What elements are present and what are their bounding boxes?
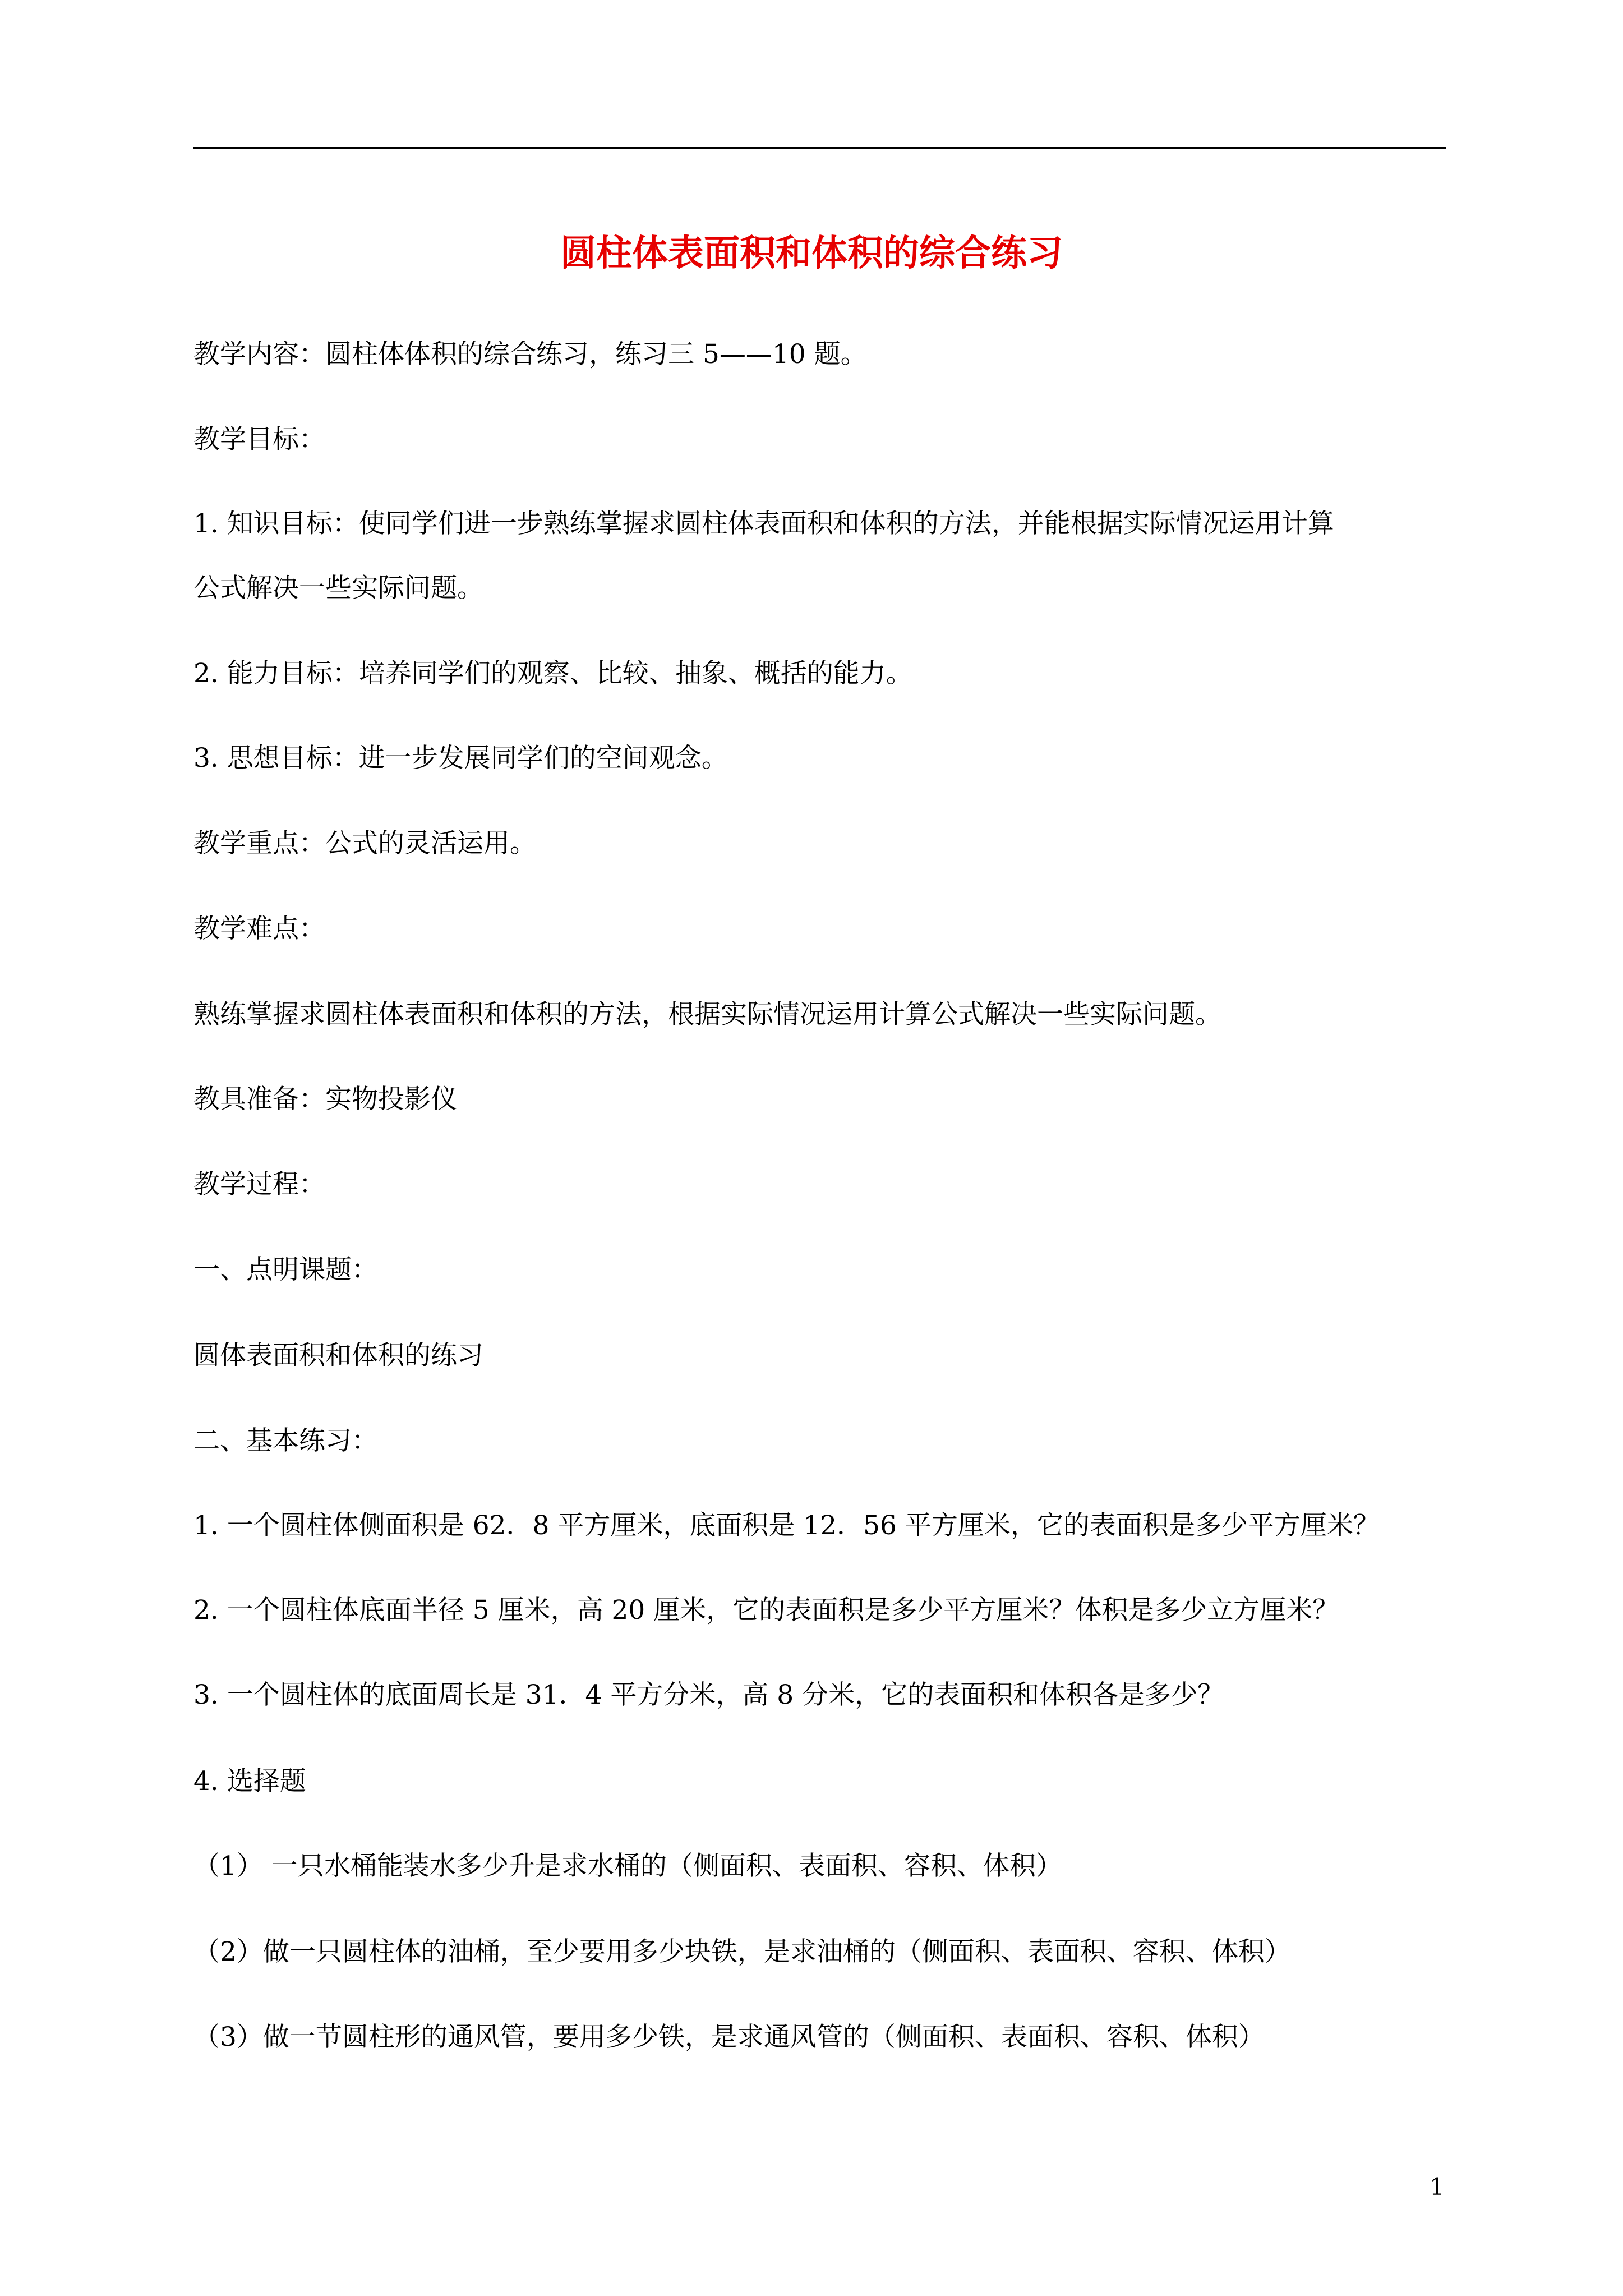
text-line: 2. 能力目标：培养同学们的观察、比较、抽象、概括的能力。 — [193, 658, 912, 689]
text-line: 教学难点： — [193, 913, 325, 944]
text-line: 教具准备：实物投影仪 — [193, 1084, 457, 1115]
text-line: 二、基本练习： — [193, 1425, 378, 1456]
document-title: 圆柱体表面积和体积的综合练习 — [560, 232, 1063, 274]
text-line: （1） 一只水桶能装水多少升是求水桶的（侧面积、表面积、容积、体积） — [193, 1851, 1062, 1881]
text-line: 圆体表面积和体积的练习 — [193, 1340, 483, 1371]
text-line: 教学内容：圆柱体体积的综合练习，练习三 5——10 题。 — [193, 339, 867, 370]
text-line: 2. 一个圆柱体底面半径 5 厘米，高 20 厘米，它的表面积是多少平方厘米？体积是多少立方厘米？ — [193, 1595, 1339, 1626]
text-line: 教学重点：公式的灵活运用。 — [193, 828, 536, 859]
text-line: 公式解决一些实际问题。 — [193, 573, 483, 604]
text-line: （2）做一只圆柱体的油桶，至少要用多少块铁，是求油桶的（侧面积、表面积、容积、体积） — [193, 1936, 1291, 1967]
text-line: 教学目标： — [193, 424, 325, 455]
text-line: 教学过程： — [193, 1169, 325, 1200]
text-line: 3. 思想目标：进一步发展同学们的空间观念。 — [193, 743, 728, 774]
text-line: 熟练掌握求圆柱体表面积和体积的方法，根据实际情况运用计算公式解决一些实际问题。 — [193, 999, 1221, 1030]
text-line: 4. 选择题 — [193, 1766, 306, 1797]
text-line: 1. 知识目标：使同学们进一步熟练掌握求圆柱体表面积和体积的方法，并能根据实际情况运用计算 — [193, 508, 1334, 539]
header-rule — [193, 147, 1446, 149]
text-line: （3）做一节圆柱形的通风管，要用多少铁，是求通风管的（侧面积、表面积、容积、体积） — [193, 2022, 1265, 2053]
text-line: 3. 一个圆柱体的底面周长是 31．4 平方分米，高 8 分米，它的表面积和体积各是多少？ — [193, 1680, 1224, 1710]
text-line: 1. 一个圆柱体侧面积是 62．8 平方厘米，底面积是 12．56 平方厘米，它的表面积是多少平方厘米？ — [193, 1510, 1380, 1541]
page-number: 1 — [1430, 2173, 1445, 2201]
text-line: 一、点明课题： — [193, 1254, 378, 1285]
